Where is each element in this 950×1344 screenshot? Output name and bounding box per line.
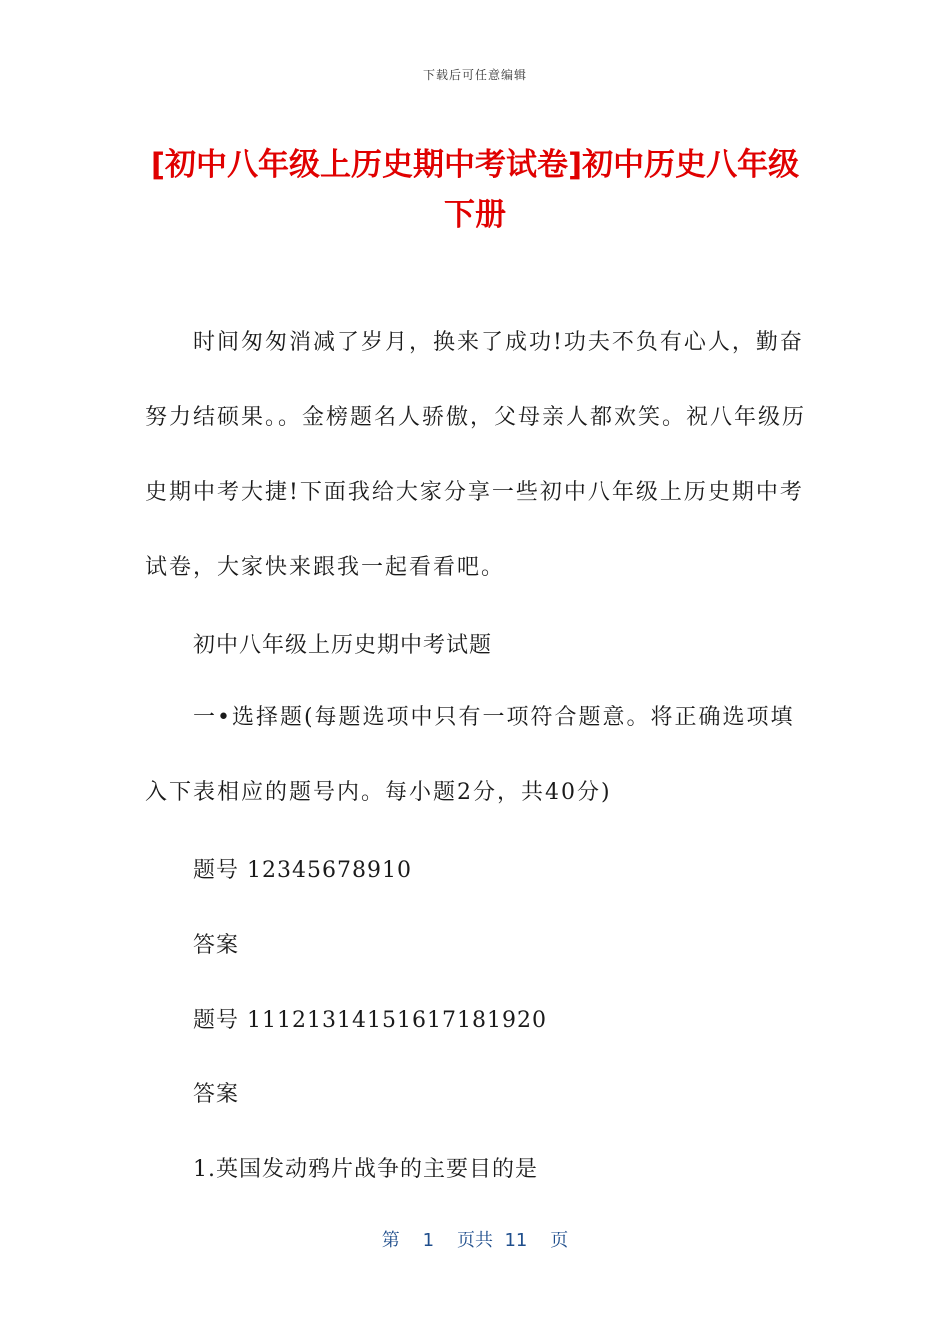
row1-answer: 答案 (193, 933, 240, 958)
row2-label: 题号 11121314151617181920 (193, 1008, 547, 1033)
footer-page-number: 1 (422, 1230, 435, 1251)
header-note: 下载后可任意编辑 (422, 68, 527, 82)
footer-page-mid: 页共 (456, 1230, 493, 1251)
section-title: 初中八年级上历史期中考试题 (193, 633, 493, 658)
document-title: [初中八年级上历史期中考试卷]初中历史八年级下册 (150, 147, 800, 233)
question-intro: 一•选择题(每题选项中只有一项符合题意。将正确选项填入下表相应的题号内。每小题2分，共40分) (145, 705, 795, 805)
footer-total-pages: 11 (504, 1230, 528, 1251)
intro-paragraph: 时间匆匆消减了岁月，换来了成功!功夫不负有心人，勤奋努力结硕果。。金榜题名人骄傲，父母亲人都欢笑。祝八年级历史期中考大捷!下面我给大家分享一些初中八年级上历史期中考试卷，大家快来跟我一起看看吧。 (145, 330, 807, 580)
footer-page-end: 页 (550, 1230, 569, 1251)
page-footer (0, 1226, 950, 1252)
row2-answer: 答案 (193, 1082, 240, 1107)
row1-label: 题号 12345678910 (193, 858, 412, 883)
footer-page-word: 第 (381, 1230, 400, 1251)
question-1: 1.英国发动鸦片战争的主要目的是 (193, 1157, 538, 1182)
